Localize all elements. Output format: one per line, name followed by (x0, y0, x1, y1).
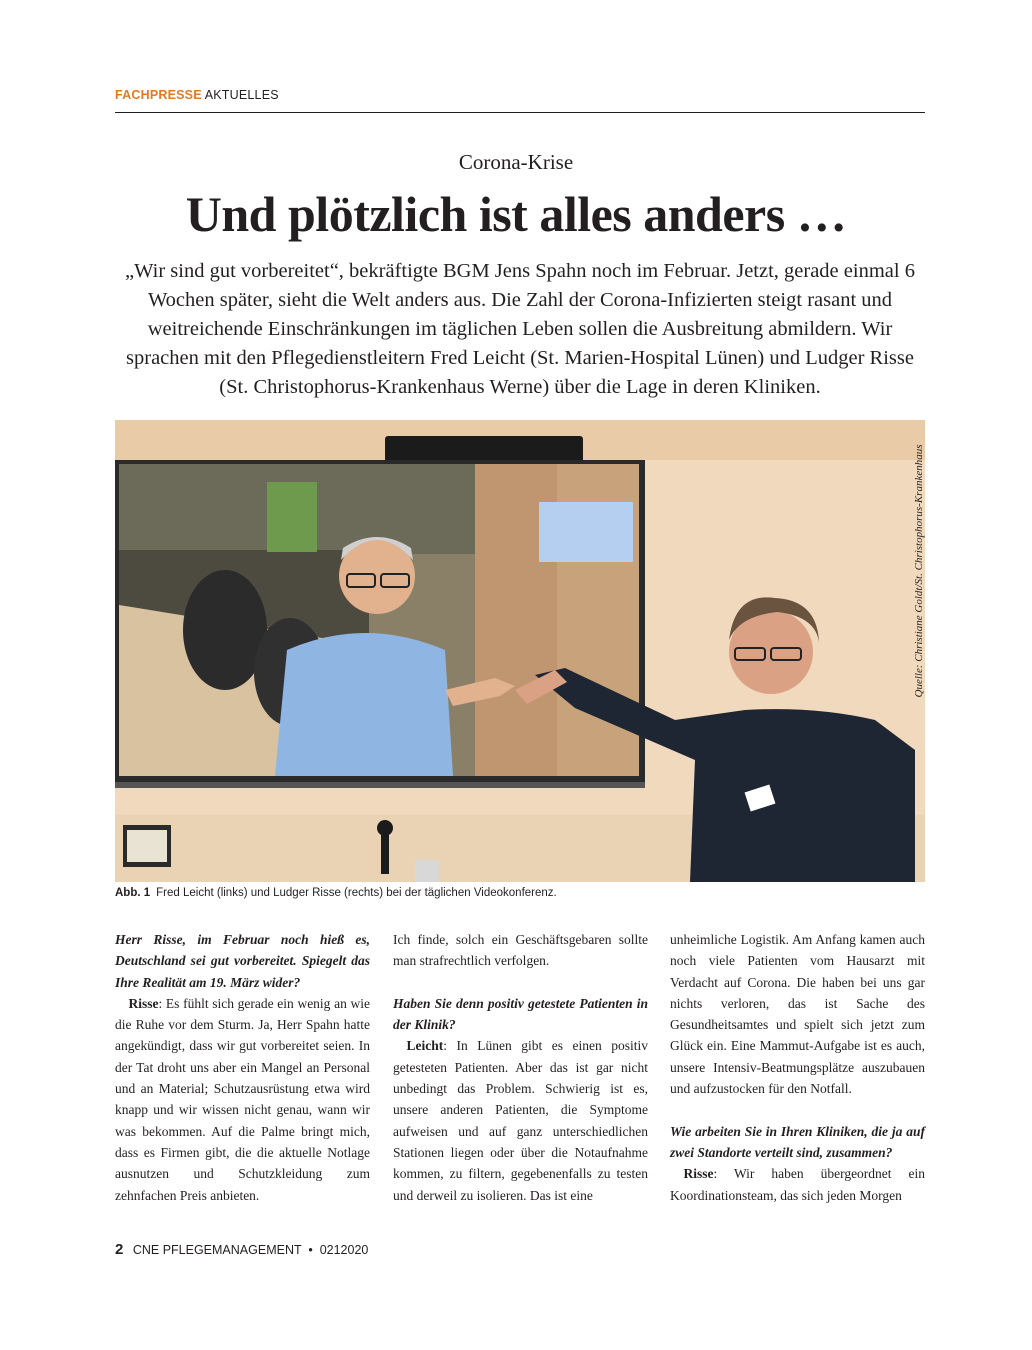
answer-continuation: Ich finde, solch ein Geschäftsgebaren sollte man strafrechtlich verfolgen. (393, 932, 648, 969)
speaker-name: Risse (128, 995, 159, 1011)
page-number: 2 (115, 1241, 124, 1258)
text-column-1 (115, 929, 370, 1206)
header-section: FACHPRESSE (115, 88, 202, 102)
journal-name: CNE PFLEGEMANAGEMENT (132, 1243, 302, 1257)
photo-illustration (115, 420, 925, 882)
photo-credit: Quelle: Christiane Goldt/St. Christophorus-Krankenhaus (913, 444, 925, 698)
text-column-2 (393, 929, 648, 1206)
footer-bullet: • (304, 1243, 317, 1257)
speaker-name: Risse (683, 1166, 714, 1182)
issue-number: 0212020 (319, 1243, 369, 1257)
photo-caption (115, 887, 925, 899)
speaker-name: Leicht (406, 1038, 444, 1054)
interview-question: Herr Risse, im Februar noch hieß es, Deutschland sei gut vorbereitet. Spiegelt das Ihre Realität am 19. März wider? (115, 932, 370, 990)
running-header (115, 88, 925, 113)
header-subsection: AKTUELLES (204, 88, 279, 102)
interview-answer: Leicht: In Lünen gibt es einen positiv getesteten Patienten. Aber das ist gar nicht unbedingt das Problem. Schwierig ist es, unsere anderen Patienten, die Symptome aufweisen und auf ganz unterschiedlichen Stationen liegen oder über die Notaufnahme kommen, zu filtern, gegebenenfalls zu testen und derweil zu isolieren. Das ist eine (393, 1038, 648, 1203)
article-photo (115, 420, 925, 882)
interview-answer: Risse: Wir haben übergeordnet ein Koordinationsteam, das sich jeden Morgen (670, 1166, 925, 1203)
caption-text: Fred Leicht (links) und Ludger Risse (rechts) bei der täglichen Videokonferenz. (156, 887, 557, 899)
article-kicker: Corona-Krise (458, 150, 574, 174)
interview-question: Haben Sie denn positiv getestete Patienten in der Klinik? (393, 995, 648, 1033)
caption-label: Abb. 1 (115, 887, 151, 899)
article-title: Und plötzlich ist alles anders … (185, 186, 847, 242)
page-footer (115, 1241, 368, 1258)
article-lead: „Wir sind gut vorbereitet“, bekräftigte BGM Jens Spahn noch im Februar. Jetzt, gerade einmal 6 Wochen später, sieht die Welt anders aus. Die Zahl der Corona-Infizierten steigt rasant und weitreichende Einschränkungen im täglichen Leben sollen die Ausbreitung abmildern. Wir sprachen mit den Pflegedienstleitern Fred Leicht (St. Marien-Hospital Lünen) und Ludger Risse (St. Christophorus-Krankenhaus Werne) über die Lage in deren Kliniken. (125, 260, 915, 398)
interview-question: Wie arbeiten Sie in Ihren Kliniken, die ja auf zwei Standorte verteilt sind, zusammen? (670, 1123, 925, 1160)
text-column-3 (670, 929, 925, 1206)
interview-answer: Risse: Es fühlt sich gerade ein wenig an wie die Ruhe vor dem Sturm. Ja, Herr Spahn hatte angekündigt, dass wir gut vorbereitet seien. In der Tat droht uns aber ein Mangel an Personal und an Material; Schutzausrüstung etwa wird knapp und wir wissen nicht genau, wann wir was bekommen. Auf die Palme bringt mich, dass es Firmen gibt, die die aktuelle Notlage ausnutzen und Schutzkleidung zum zehnfachen Preis anbieten. (115, 995, 370, 1203)
answer-continuation: unheimliche Logistik. Am Anfang kamen auch noch viele Patienten vom Hausarzt mit Verdacht auf Corona. Die haben bei uns gar nichts verloren, das ist Sache des Gesundheitsamtes und spielt sich jetzt zum Glück ein. Eine Mammut-Aufgabe ist es auch, unsere Intensiv-Beatmungsplätze auszubauen und aufzustocken für den Notfall. (670, 932, 925, 1097)
